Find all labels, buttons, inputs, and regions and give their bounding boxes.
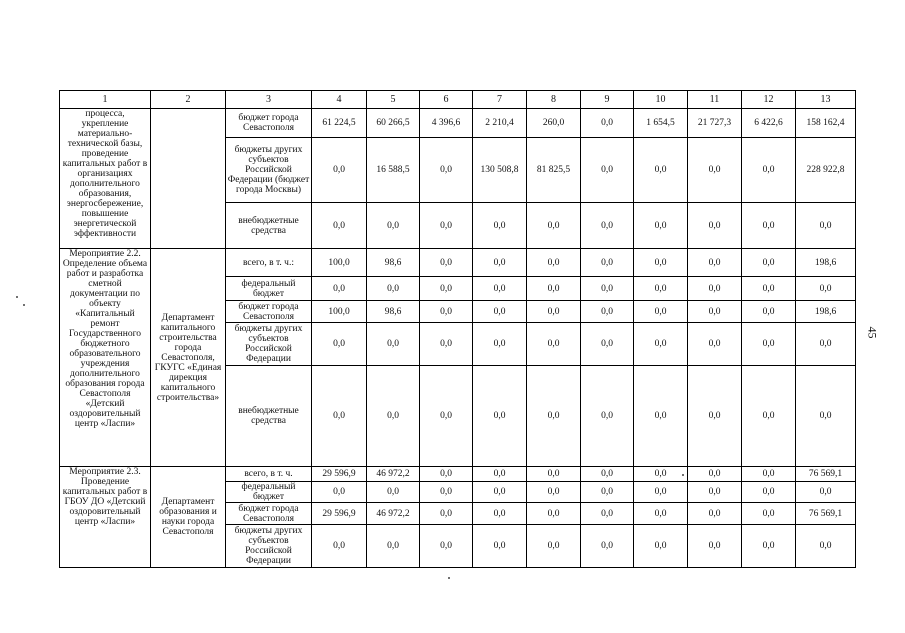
value-cell: 0,0 <box>688 366 742 467</box>
value-cell: 0,0 <box>742 138 796 203</box>
value-cell: 0,0 <box>742 323 796 366</box>
scan-speck <box>23 304 25 306</box>
value-cell: 0,0 <box>688 503 742 525</box>
funding-source-cell: бюджет города Севастополя <box>226 503 312 525</box>
funding-source-cell: внебюджетные средства <box>226 203 312 249</box>
value-cell: 0,0 <box>420 467 473 482</box>
value-cell: 0,0 <box>634 503 688 525</box>
value-cell: 0,0 <box>527 249 581 277</box>
value-cell: 0,0 <box>527 525 581 568</box>
value-cell: 0,0 <box>688 525 742 568</box>
funding-source-cell: всего, в т. ч.: <box>226 249 312 277</box>
value-cell: 29 596,9 <box>312 503 367 525</box>
value-cell: 0,0 <box>473 301 527 323</box>
funding-source-cell: бюджеты других субъектов Российской Федерации (бюджет города Москвы) <box>226 138 312 203</box>
value-cell: 0,0 <box>527 323 581 366</box>
value-cell: 100,0 <box>312 249 367 277</box>
value-cell: 0,0 <box>581 467 634 482</box>
value-cell: 0,0 <box>420 503 473 525</box>
value-cell: 0,0 <box>367 482 420 503</box>
column-number-header: 9 <box>581 91 634 109</box>
value-cell: 0,0 <box>581 109 634 138</box>
funding-source-cell: внебюджетные средства <box>226 366 312 467</box>
value-cell: 0,0 <box>688 138 742 203</box>
table-row <box>60 249 856 277</box>
value-cell: 46 972,2 <box>367 467 420 482</box>
value-cell: 0,0 <box>473 203 527 249</box>
value-cell: 0,0 <box>796 323 856 366</box>
page-number: 45 <box>865 326 880 339</box>
value-cell: 0,0 <box>634 323 688 366</box>
column-number-header: 2 <box>151 91 226 109</box>
column-number-header: 4 <box>312 91 367 109</box>
value-cell: 130 508,8 <box>473 138 527 203</box>
column-number-header: 8 <box>527 91 581 109</box>
value-cell: 0,0 <box>367 323 420 366</box>
value-cell: 0,0 <box>367 277 420 301</box>
value-cell: 0,0 <box>688 323 742 366</box>
value-cell: 0,0 <box>473 249 527 277</box>
value-cell: 0,0 <box>473 366 527 467</box>
value-cell: 0,0 <box>796 482 856 503</box>
value-cell: 0,0 <box>420 525 473 568</box>
measure-name-cell: Мероприятие 2.3. Проведение капитальных работ в ГБОУ ДО «Детский оздоровительный центр «Ласпи» <box>60 467 151 568</box>
value-cell: 0,0 <box>796 366 856 467</box>
column-number-header: 6 <box>420 91 473 109</box>
value-cell: 16 588,5 <box>367 138 420 203</box>
table-row <box>60 109 856 138</box>
value-cell: 0,0 <box>527 301 581 323</box>
value-cell: 0,0 <box>796 525 856 568</box>
value-cell: 0,0 <box>742 366 796 467</box>
value-cell: 0,0 <box>581 525 634 568</box>
value-cell: 0,0 <box>312 203 367 249</box>
column-number-header: 13 <box>796 91 856 109</box>
value-cell: 0,0 <box>312 525 367 568</box>
funding-source-cell: бюджет города Севастополя <box>226 301 312 323</box>
funding-source-cell: всего, в т. ч. <box>226 467 312 482</box>
value-cell: 158 162,4 <box>796 109 856 138</box>
value-cell: 0,0 <box>473 503 527 525</box>
column-number-header: 3 <box>226 91 312 109</box>
value-cell: 0,0 <box>688 203 742 249</box>
value-cell: 81 825,5 <box>527 138 581 203</box>
value-cell: 98,6 <box>367 301 420 323</box>
value-cell: 0,0 <box>473 525 527 568</box>
value-cell: 4 396,6 <box>420 109 473 138</box>
budget-table <box>59 90 856 568</box>
value-cell: 0,0 <box>742 482 796 503</box>
value-cell: 0,0 <box>634 203 688 249</box>
value-cell: 0,0 <box>420 323 473 366</box>
value-cell: 0,0 <box>527 503 581 525</box>
value-cell: 0,0 <box>312 482 367 503</box>
value-cell: 0,0 <box>634 525 688 568</box>
value-cell: 0,0 <box>742 277 796 301</box>
value-cell: 0,0 <box>634 301 688 323</box>
value-cell: 0,0 <box>367 366 420 467</box>
value-cell: 0,0 <box>581 482 634 503</box>
value-cell: 76 569,1 <box>796 467 856 482</box>
value-cell: 0,0 <box>473 277 527 301</box>
funding-source-cell: бюджеты других субъектов Российской Федерации <box>226 323 312 366</box>
executor-cell: Департамент капитального строительства города Севастополя, ГКУГС «Единая дирекция капитального строительства» <box>151 249 226 467</box>
value-cell: 0,0 <box>581 301 634 323</box>
value-cell: 61 224,5 <box>312 109 367 138</box>
value-cell: 0,0 <box>312 323 367 366</box>
value-cell: 98,6 <box>367 249 420 277</box>
value-cell: 0,0 <box>420 138 473 203</box>
value-cell: 0,0 <box>634 467 688 482</box>
scan-speck <box>682 474 684 476</box>
measure-name-cell: Мероприятие 2.2. Определение объема работ и разработка сметной документации по объекту «Капитальный ремонт Государственного бюджетного образовательного учреждения дополнительного образования города Севастополя «Детский оздоровительный центр «Ласпи» <box>60 249 151 467</box>
value-cell: 6 422,6 <box>742 109 796 138</box>
value-cell: 0,0 <box>796 203 856 249</box>
value-cell: 0,0 <box>420 277 473 301</box>
value-cell: 0,0 <box>742 503 796 525</box>
funding-source-cell: федеральный бюджет <box>226 277 312 301</box>
value-cell: 0,0 <box>634 249 688 277</box>
value-cell: 0,0 <box>420 301 473 323</box>
table-row <box>60 467 856 482</box>
executor-cell: Департамент образования и науки города Севастополя <box>151 467 226 568</box>
value-cell: 0,0 <box>688 467 742 482</box>
scan-speck <box>448 577 450 579</box>
column-number-header: 7 <box>473 91 527 109</box>
value-cell: 0,0 <box>634 277 688 301</box>
value-cell: 0,0 <box>688 482 742 503</box>
value-cell: 0,0 <box>420 249 473 277</box>
value-cell: 0,0 <box>634 138 688 203</box>
value-cell: 0,0 <box>742 467 796 482</box>
funding-source-cell: бюджет города Севастополя <box>226 109 312 138</box>
value-cell: 0,0 <box>312 366 367 467</box>
value-cell: 0,0 <box>581 249 634 277</box>
value-cell: 21 727,3 <box>688 109 742 138</box>
measure-name-cell: процесса, укрепление материально-технической базы, проведение капитальных работ в организациях дополнительного образования, энергосбережение, повышение энергетической эффективности <box>60 109 151 249</box>
value-cell: 0,0 <box>581 277 634 301</box>
value-cell: 0,0 <box>742 525 796 568</box>
value-cell: 29 596,9 <box>312 467 367 482</box>
value-cell: 0,0 <box>527 467 581 482</box>
column-number-header: 10 <box>634 91 688 109</box>
value-cell: 0,0 <box>581 203 634 249</box>
value-cell: 0,0 <box>742 249 796 277</box>
value-cell: 76 569,1 <box>796 503 856 525</box>
value-cell: 0,0 <box>581 366 634 467</box>
value-cell: 228 922,8 <box>796 138 856 203</box>
funding-source-cell: бюджеты других субъектов Российской Федерации <box>226 525 312 568</box>
column-number-header: 5 <box>367 91 420 109</box>
value-cell: 46 972,2 <box>367 503 420 525</box>
value-cell: 0,0 <box>688 277 742 301</box>
column-number-header: 12 <box>742 91 796 109</box>
value-cell: 0,0 <box>688 249 742 277</box>
value-cell: 100,0 <box>312 301 367 323</box>
scan-speck <box>16 296 18 298</box>
value-cell: 0,0 <box>581 503 634 525</box>
value-cell: 0,0 <box>688 301 742 323</box>
value-cell: 0,0 <box>581 138 634 203</box>
value-cell: 0,0 <box>581 323 634 366</box>
value-cell: 0,0 <box>527 482 581 503</box>
value-cell: 0,0 <box>473 467 527 482</box>
value-cell: 0,0 <box>420 366 473 467</box>
value-cell: 0,0 <box>796 277 856 301</box>
value-cell: 60 266,5 <box>367 109 420 138</box>
funding-source-cell: федеральный бюджет <box>226 482 312 503</box>
executor-cell <box>151 109 226 249</box>
value-cell: 0,0 <box>742 301 796 323</box>
value-cell: 0,0 <box>473 323 527 366</box>
value-cell: 0,0 <box>473 482 527 503</box>
value-cell: 0,0 <box>527 366 581 467</box>
value-cell: 0,0 <box>312 138 367 203</box>
value-cell: 2 210,4 <box>473 109 527 138</box>
value-cell: 0,0 <box>527 203 581 249</box>
value-cell: 0,0 <box>420 482 473 503</box>
column-number-header: 1 <box>60 91 151 109</box>
value-cell: 198,6 <box>796 249 856 277</box>
value-cell: 0,0 <box>367 203 420 249</box>
value-cell: 0,0 <box>634 482 688 503</box>
column-number-header: 11 <box>688 91 742 109</box>
value-cell: 0,0 <box>312 277 367 301</box>
value-cell: 198,6 <box>796 301 856 323</box>
value-cell: 1 654,5 <box>634 109 688 138</box>
value-cell: 260,0 <box>527 109 581 138</box>
value-cell: 0,0 <box>367 525 420 568</box>
value-cell: 0,0 <box>634 366 688 467</box>
value-cell: 0,0 <box>742 203 796 249</box>
header-row <box>60 91 856 109</box>
value-cell: 0,0 <box>527 277 581 301</box>
value-cell: 0,0 <box>420 203 473 249</box>
